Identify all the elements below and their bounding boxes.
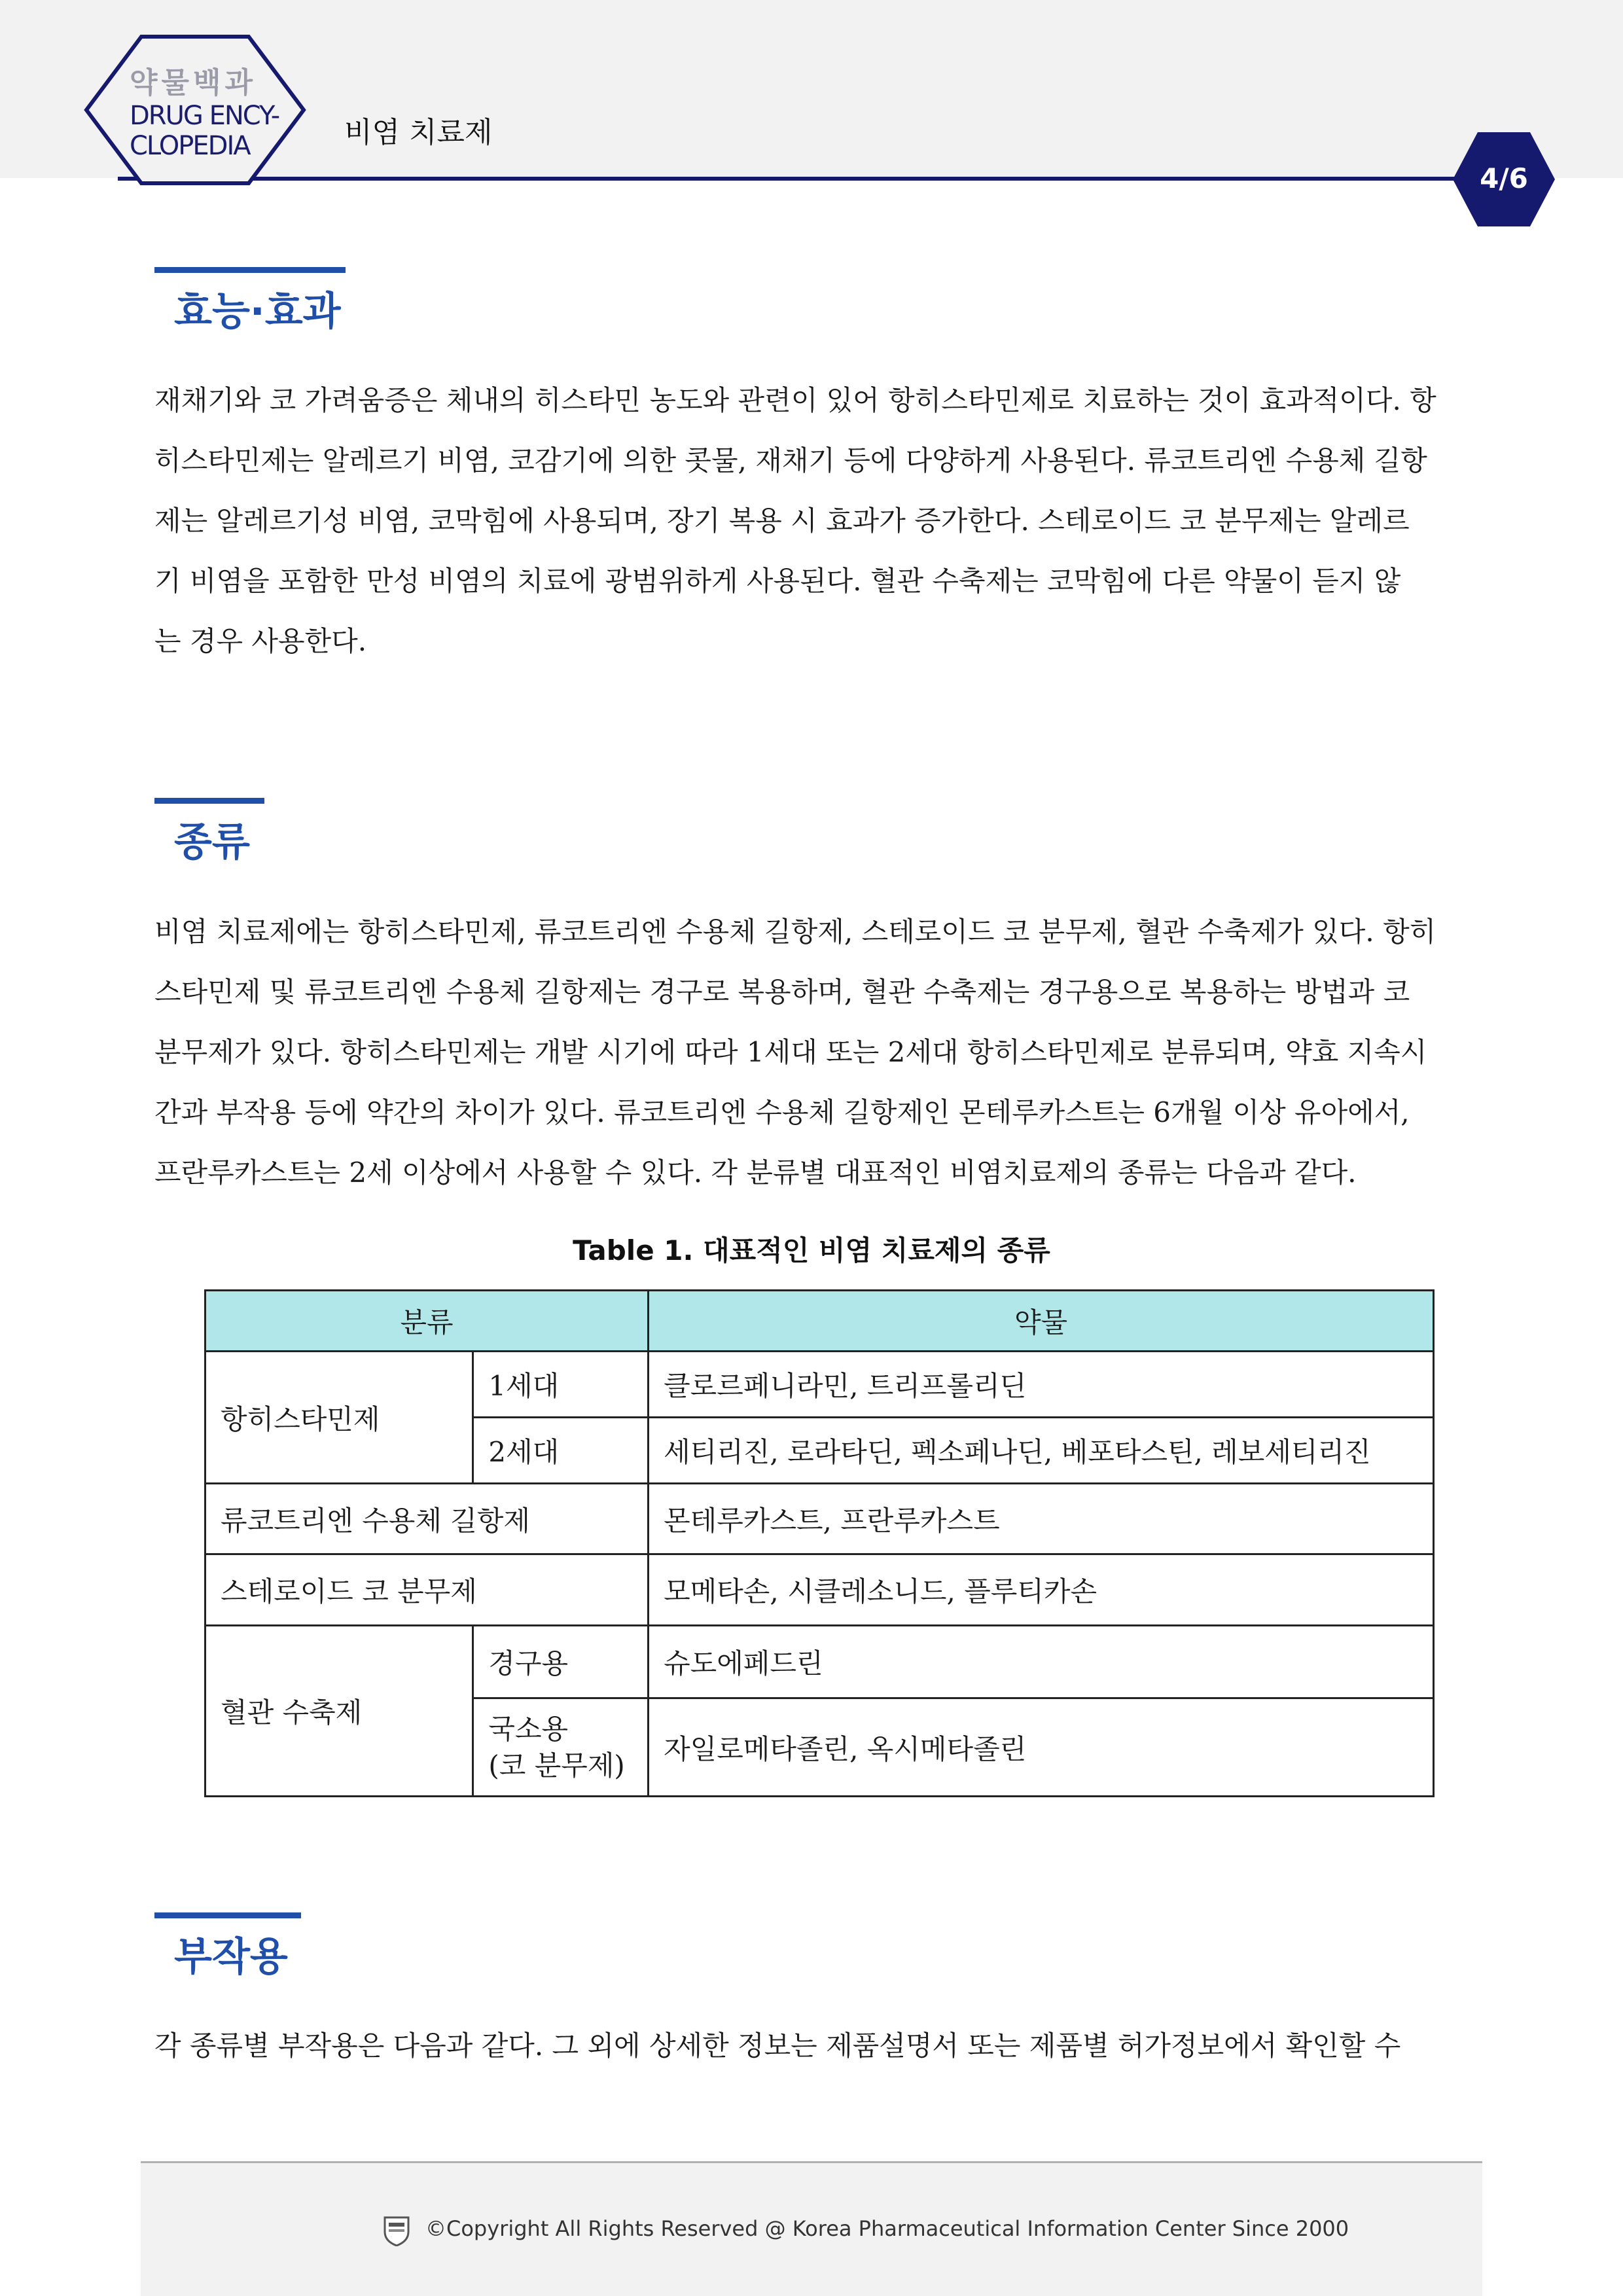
page-number: 4/6 <box>1480 162 1528 194</box>
section-bar-side-effects <box>154 1912 301 1918</box>
text-line: 분무제가 있다. 항히스타민제는 개발 시기에 따라 1세대 또는 2세대 항히스타민제로 분류되며, 약효 지속시 <box>154 1036 1427 1068</box>
logo-english-line2: CLOPEDIA <box>130 131 250 161</box>
section-title-types: 종류 <box>174 819 250 865</box>
text-line: 스타민제 및 류코트리엔 수용체 길항제는 경구로 복용하며, 혈관 수축제는 경구용으로 복용하는 방법과 코 <box>154 976 1410 1008</box>
text-line: 는 경우 사용한다. <box>154 625 367 657</box>
footer-copyright: ©Copyright All Rights Reserved @ Korea Pharmaceutical Information Center Since 2000 <box>425 2216 1349 2241</box>
text-line: 프란루카스트는 2세 이상에서 사용할 수 있다. 각 분류별 대표적인 비염치료제의 종류는 다음과 같다. <box>154 1157 1357 1189</box>
text-line: 간과 부작용 등에 약간의 차이가 있다. 류코트리엔 수용체 길항제인 몬테루카스트는 6개월 이상 유아에서, <box>154 1096 1410 1128</box>
footer-rule <box>141 2161 1482 2163</box>
cell-leukotriene-drugs: 몬테루카스트, 프란루카스트 <box>649 1484 1434 1554</box>
section-title-side-effects: 부작용 <box>174 1934 288 1980</box>
text-line: 제는 알레르기성 비염, 코막힘에 사용되며, 장기 복용 시 효과가 증가한다. 스테로이드 코 분무제는 알레르 <box>154 505 1410 537</box>
shield-logo-icon <box>383 2215 410 2246</box>
text-line: 히스타민제는 알레르기 비염, 코감기에 의한 콧물, 재채기 등에 다양하게 사용된다. 류코트리엔 수용체 길항 <box>154 444 1427 476</box>
cell-oral-drugs: 슈도에페드린 <box>649 1626 1434 1698</box>
logo[interactable] <box>130 65 300 161</box>
table-row <box>205 1554 1434 1626</box>
cell-topical <box>473 1698 649 1797</box>
text-line: 비염 치료제에는 항히스타민제, 류코트리엔 수용체 길항제, 스테로이드 코 분무제, 혈관 수축제가 있다. 항히 <box>154 916 1436 948</box>
header-rule <box>118 177 1538 181</box>
section-bar-types <box>154 798 264 804</box>
cell-topical-drugs: 자일로메타졸린, 옥시메타졸린 <box>649 1698 1434 1797</box>
text-line: 각 종류별 부작용은 다음과 같다. 그 외에 상세한 정보는 제품설명서 또는 제품별 허가정보에서 확인할 수 <box>154 2030 1401 2062</box>
paragraph-types <box>154 902 1470 1203</box>
cell-steroid-drugs: 모메타손, 시클레소니드, 플루티카손 <box>649 1554 1434 1626</box>
cell-gen2-drugs: 세티리진, 로라타딘, 펙소페나딘, 베포타스틴, 레보세티리진 <box>649 1418 1434 1484</box>
cell-gen2: 2세대 <box>473 1418 649 1484</box>
table-row <box>205 1484 1434 1554</box>
paragraph-efficacy <box>154 370 1470 672</box>
paragraph-side-effects <box>154 2016 1470 2076</box>
text-line: 재채기와 코 가려움증은 체내의 히스타민 농도와 관련이 있어 항히스타민제로 치료하는 것이 효과적이다. 항 <box>154 384 1436 416</box>
cell-vasoconstrictor: 혈관 수축제 <box>205 1626 473 1797</box>
table-header-row <box>205 1291 1434 1352</box>
section-bar-efficacy <box>154 267 346 273</box>
table-row <box>205 1626 1434 1698</box>
logo-korean: 약물백과 <box>130 66 257 99</box>
cell-topical-line1: 국소용 <box>488 1712 569 1745</box>
cell-leukotriene: 류코트리엔 수용체 길항제 <box>205 1484 649 1554</box>
table-row <box>205 1352 1434 1418</box>
cell-gen1: 1세대 <box>473 1352 649 1418</box>
cell-topical-line2: (코 분무제) <box>488 1749 625 1782</box>
cell-antihistamine: 항히스타민제 <box>205 1352 473 1484</box>
drug-table <box>204 1289 1435 1797</box>
section-title-efficacy: 효능·효과 <box>174 289 341 334</box>
cell-gen1-drugs: 클로르페니라민, 트리프롤리딘 <box>649 1352 1434 1418</box>
logo-english-line1: DRUG ENCY- <box>130 101 279 131</box>
text-line: 기 비염을 포함한 만성 비염의 치료에 광범위하게 사용된다. 혈관 수축제는 코막힘에 다른 약물이 듣지 않 <box>154 565 1401 597</box>
table-header-drug: 약물 <box>649 1291 1434 1352</box>
table-header-category: 분류 <box>205 1291 649 1352</box>
document-title: 비염 치료제 <box>344 116 493 149</box>
cell-oral: 경구용 <box>473 1626 649 1698</box>
cell-steroid: 스테로이드 코 분무제 <box>205 1554 649 1626</box>
table-caption: Table 1. 대표적인 비염 치료제의 종류 <box>573 1234 1050 1266</box>
